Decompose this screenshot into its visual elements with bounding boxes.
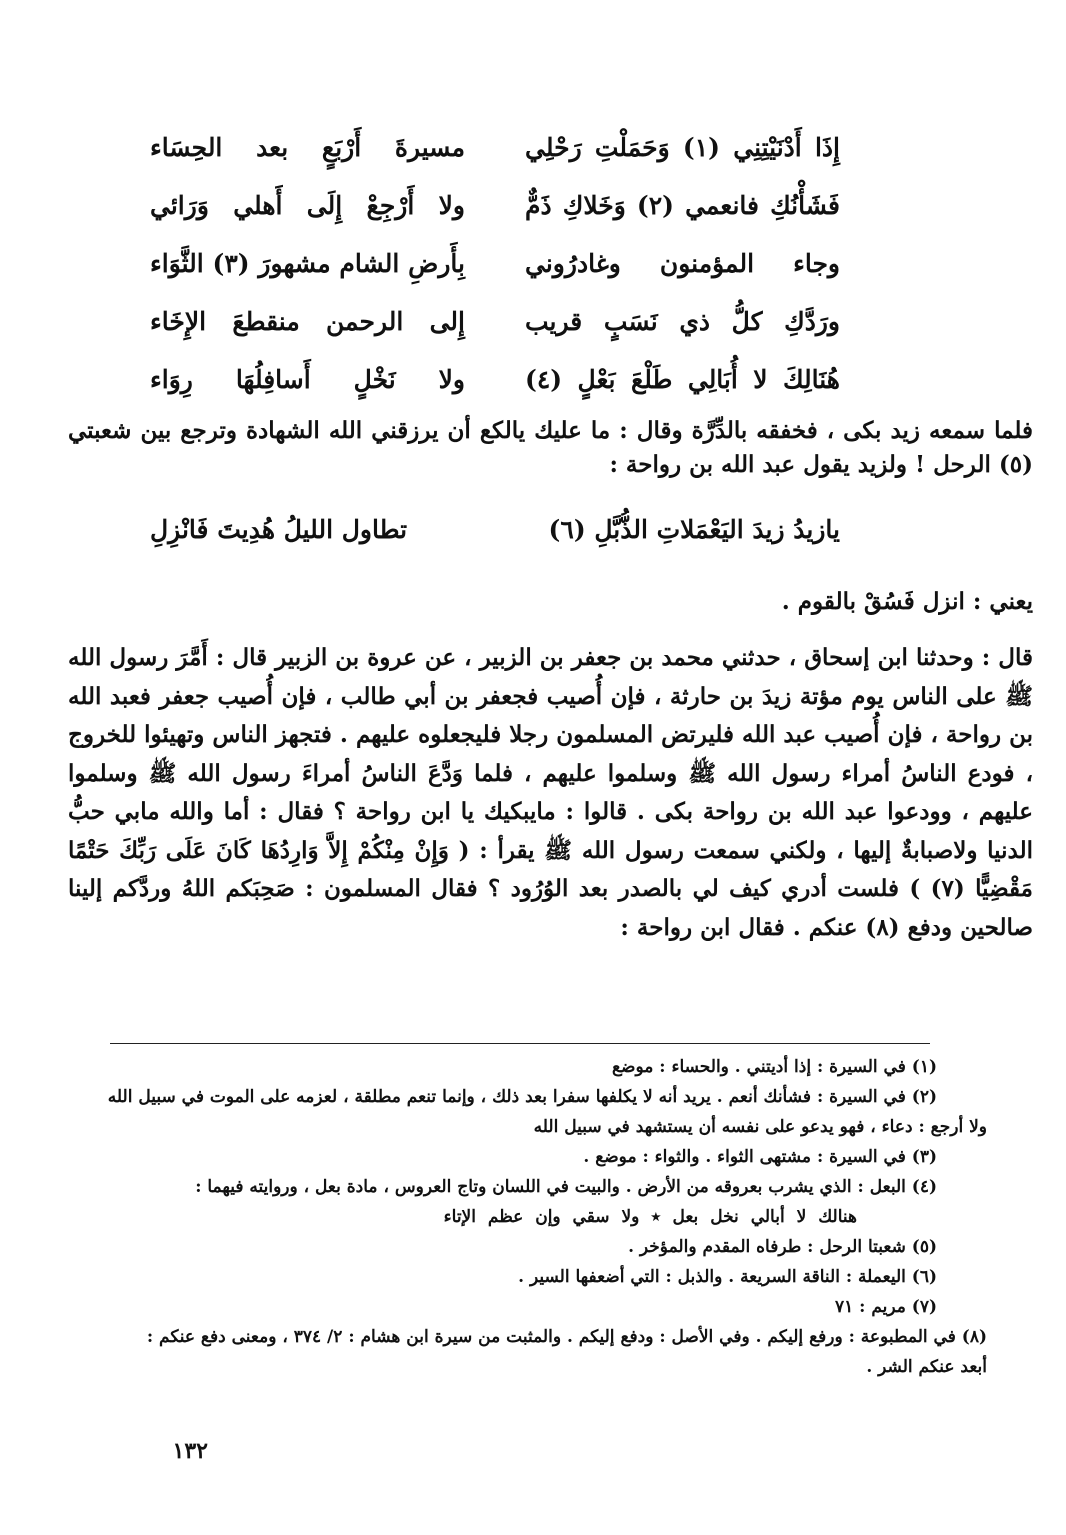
footnotes <box>52 1052 997 1382</box>
paragraph-text: فلما سمعه زيد بكى ، فخفقه بالدِّرَّة وقال : ما عليك يالكع أن يرزقني الله الشهادة وترجع بين شعبتي (٥) الرحل ! ولزيد يقول عبد الله بن رواحة : <box>68 417 1033 478</box>
verse-second-hemistich: مسيرةَ أَرْبَعٍ بعد الحِسَاء <box>150 132 465 162</box>
footnote: (٤) البعل : الذي يشرب بعروقه من الأرض . والبيت في اللسان وتاج العروس ، مادة بعل ، وروايته فيهما : <box>195 1177 937 1197</box>
verse-second-hemistich: بِأَرضِ الشام مشهورَ (٣) الثَّوَاء <box>150 248 465 278</box>
footnote: (٥) شعبتا الرحل : طرفاه المقدم والمؤخر . <box>628 1237 937 1257</box>
verse-first-hemistich: وجاء المؤمنون وغادرُوني <box>525 248 840 278</box>
paragraph <box>68 414 1033 482</box>
paragraph <box>68 585 1033 619</box>
verse-first-hemistich: فَشَأْنُكِ فانعمي (٢) وَخَلاكِ ذَمٌّ <box>525 190 840 220</box>
footnote: (٣) في السيرة : مشتهى الثواء . والثواء : موضع . <box>583 1147 937 1167</box>
poem-verse <box>150 118 840 176</box>
verse-first-hemistich: ورَدَّكِ كلُّ ذي نَسَبٍ قريب <box>525 306 840 336</box>
footnote-continuation: أبعد عنكم الشر . <box>866 1357 987 1377</box>
verse-first-hemistich: إِذَا أَدْنَيْتِنِي (١) وَحَمَلْتِ رَحْلِي <box>525 132 840 162</box>
verse-first-hemistich: هُنَالِكَ لا أُبَالِي طَلْعَ بَعْلٍ (٤) <box>525 364 840 394</box>
paragraph-text: قال : وحدثنا ابن إسحاق ، حدثني محمد بن جعفر بن الزبير ، عن عروة بن الزبير قال : أَمَّرَ رسول الله ﷺ على الناس يوم مؤتة زيدَ بن حارثة ، فإن أُصيب فجعفر بن أبي طالب ، فإن أُصيب جعفر فعبد الله بن رواحة ، فإن أُصيب عبد الله فليرتض المسلمون رجلا فليجعلوه عليهم . فتجهز الناس وتهيئوا للخروج ، فودع الناسُ أمراء رسول الله ﷺ وسلموا عليهم ، فلما وَدَّعَ الناسُ أمراءَ رسول الله ﷺ وسلموا عليهم ، وودعوا عبد الله بن رواحة بكى . قالوا : مايبكيك يا ابن رواحة ؟ فقال : أما والله مابي حبُّ الدنيا ولاصبابةٌ إليها ، ولكني سمعت رسول الله ﷺ يقرأ : ( وَإِنْ مِنْكُمْ إِلاَّ وَارِدُهَا كَانَ عَلَى رَبِّكَ حَتْمًا مَقْضِيًّا (٧) ) فلست أدري كيف لي بالصدر بعد الوُرُود ؟ فقال المسلمون : صَحِبَكم اللهُ وردَّكم إلينا صالحين ودفع (٨) عنكم . فقال ابن رواحة : <box>68 644 1033 941</box>
footnote: (٨) في المطبوعة : ورفع إليكم . وفي الأصل : ودفع إليكم . والمثبت من سيرة ابن هشام : ٢/ ٣٧٤ ، ومعنى دفع عنكم : <box>146 1327 987 1347</box>
single-verse <box>150 515 840 544</box>
footnote: (٧) مريم : ٧١ <box>834 1297 937 1317</box>
verse-second-hemistich: إِلى الرحمن منقطعَ الإِخَاء <box>150 306 465 336</box>
footnote: (٦) اليعملة : الناقة السريعة . والذبل : التي أضعفها السير . <box>518 1267 937 1287</box>
poem-verse <box>150 292 840 350</box>
paragraph-text: يعني : انزل فَسُقْ بالقوم . <box>781 588 1033 615</box>
footnote-divider <box>110 1043 930 1044</box>
poem-verse <box>150 350 840 408</box>
verse-first-hemistich: يازيدُ زيدَ اليَعْمَلاتِ الذُّبَّلِ (٦) <box>548 515 840 544</box>
poem-verse <box>150 176 840 234</box>
paragraph <box>68 639 1033 947</box>
poem-block <box>150 118 840 408</box>
footnote-continuation: ولا أرجع : دعاء ، فهو يدعو على نفسه أن يستشهد في سبيل الله <box>533 1117 987 1137</box>
verse-second-hemistich: ولا أَرْجِعْ إِلَى أَهلي وَرَائي <box>150 190 465 220</box>
footnote: (١) في السيرة : إذا أديتني . والحساء : موضع <box>611 1057 937 1077</box>
poem-verse <box>150 234 840 292</box>
footnote: (٢) في السيرة : فشأنك أنعم . يريد أنه لا يكلفها سفرا بعد ذلك ، وإنما تنعم مطلقة ، لعزمه على الموت في سبيل الله <box>107 1087 937 1107</box>
verse-second-hemistich: ولا نَخْلٍ أَسافِلُهَا رِوَاء <box>150 364 465 394</box>
verse-second-hemistich: تطاول الليلُ هُدِيتَ فَانْزِلِ <box>150 515 408 544</box>
page-number: ١٣٢ <box>172 1438 208 1464</box>
footnote-verse: هنالك لا أبالي نخل بعل ٭ ولا سقي وإن عظم الإتاء <box>443 1207 857 1227</box>
